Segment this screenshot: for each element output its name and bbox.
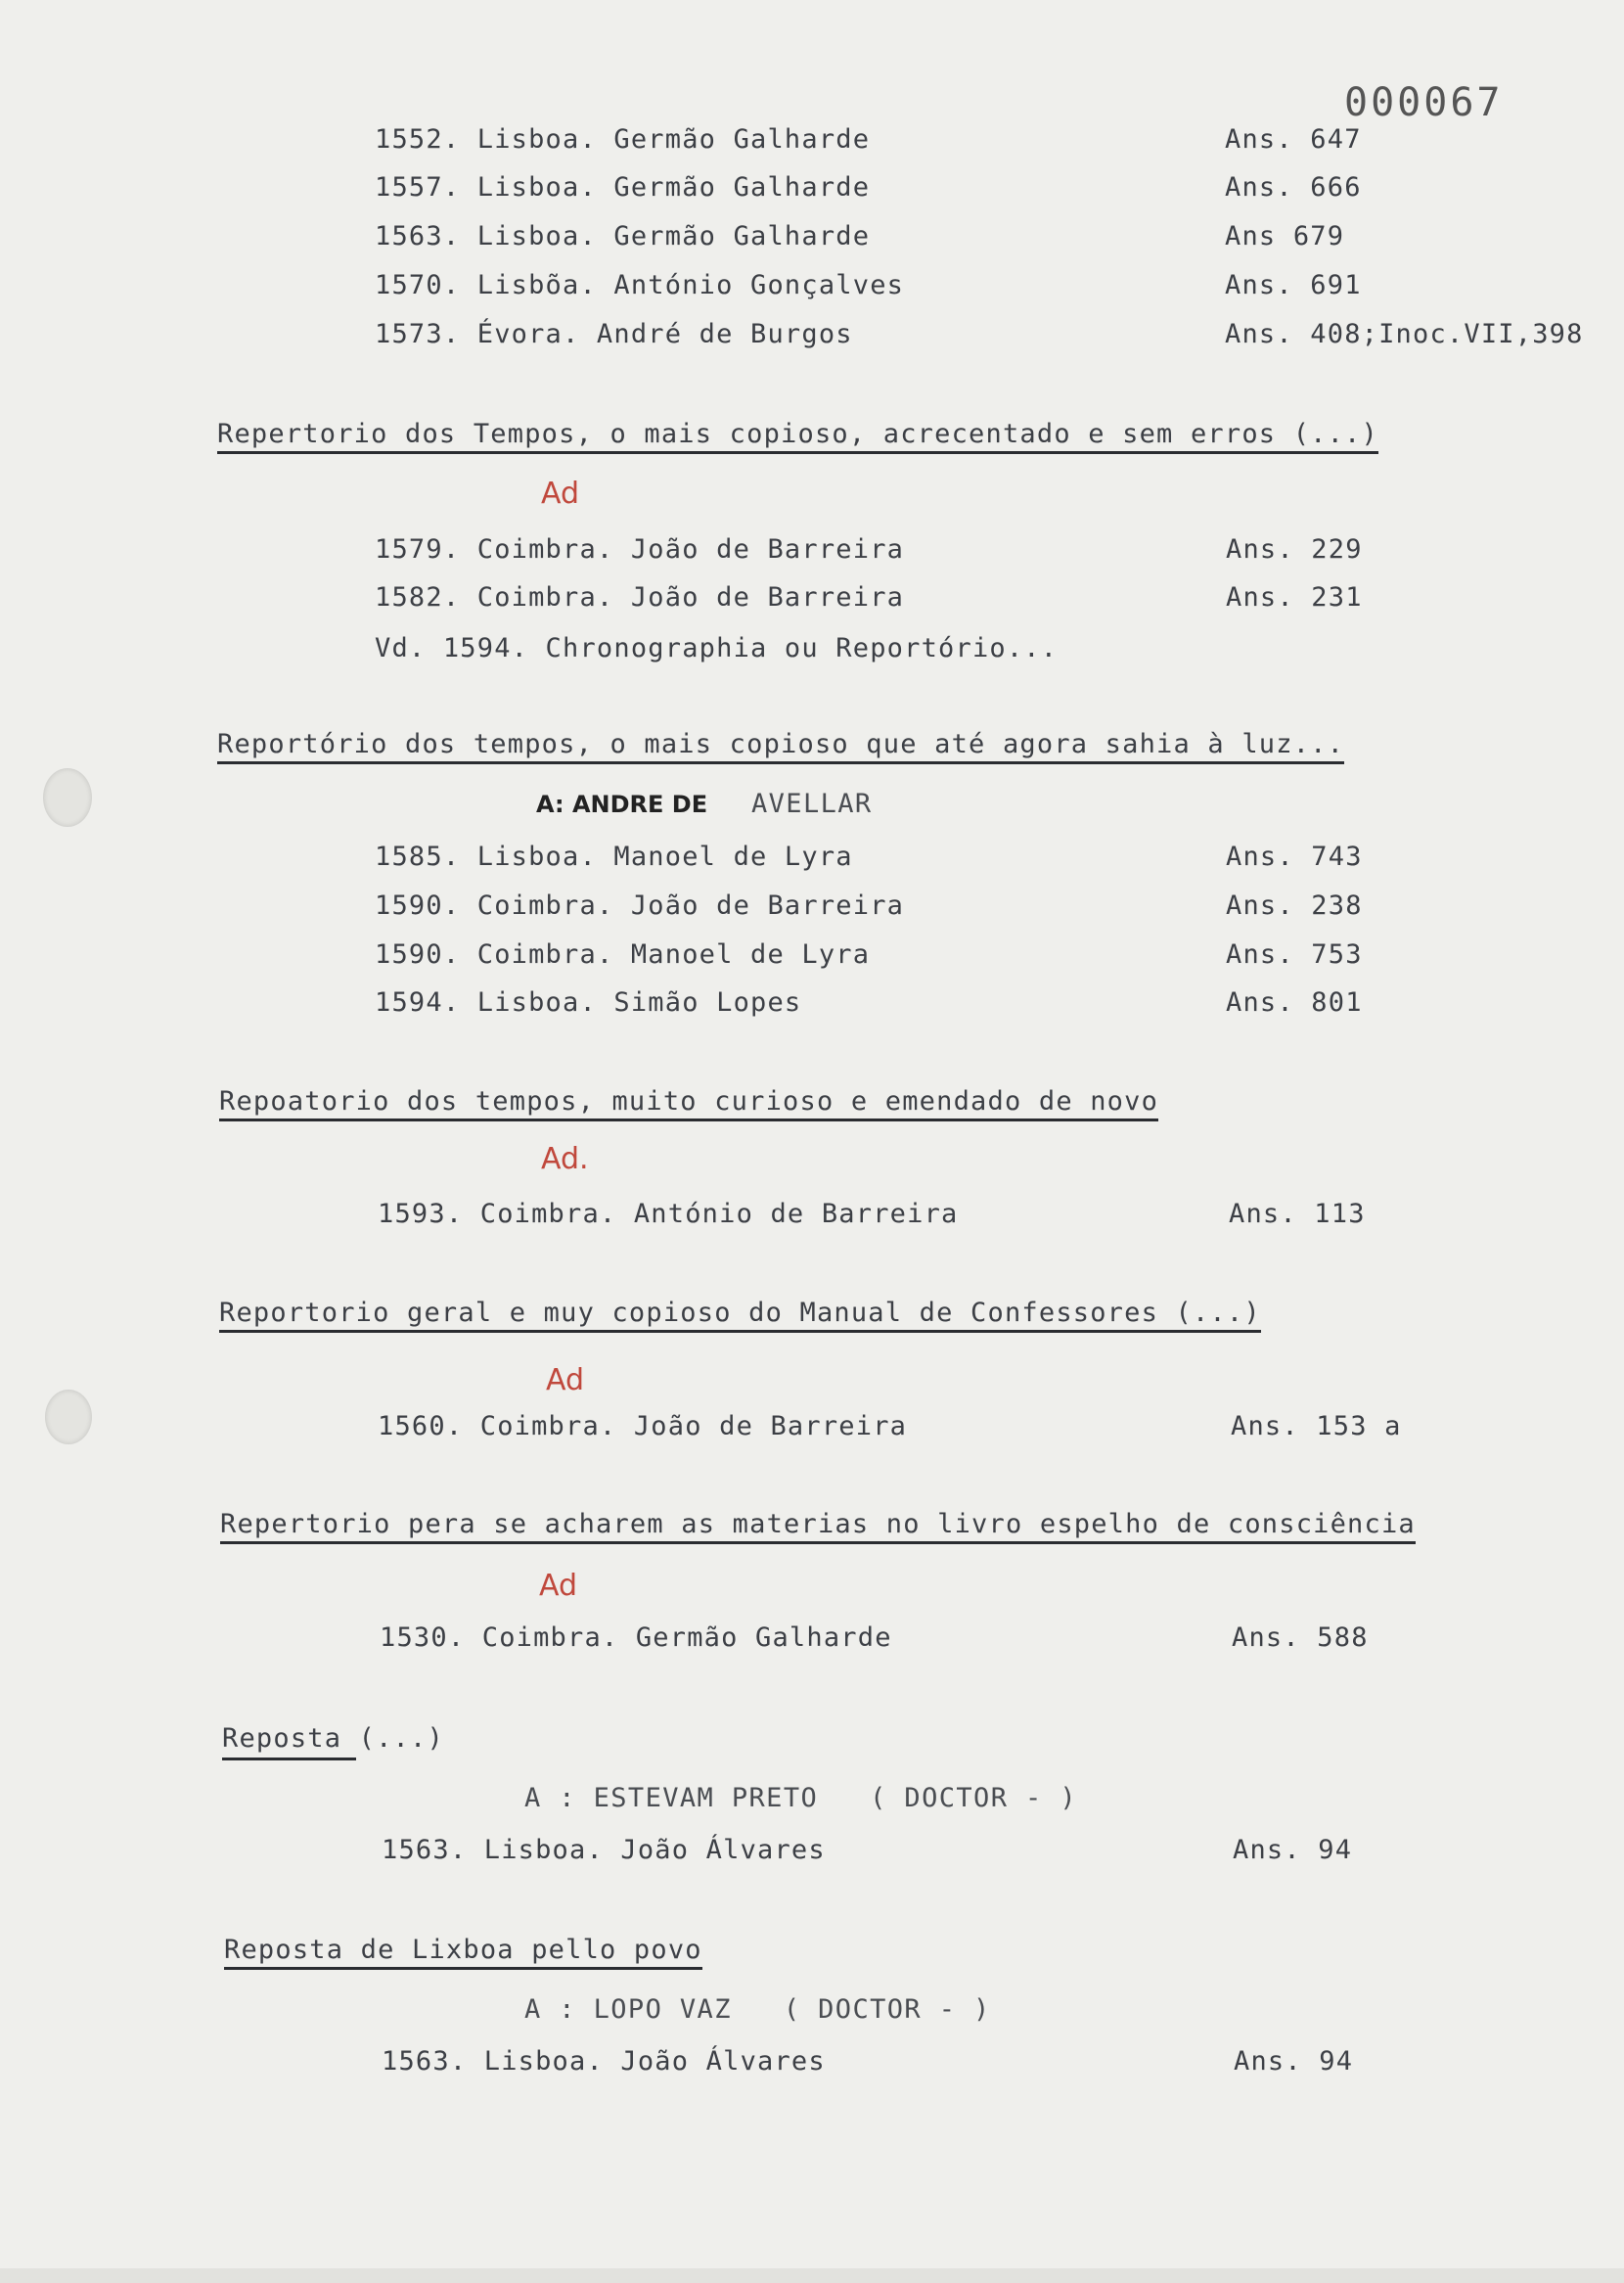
entry-reference: Ans. 753 xyxy=(1226,939,1363,970)
entry-reference: Ans. 94 xyxy=(1233,1835,1353,1865)
section-title: Repertorio dos Tempos, o mais copioso, acrecentado e sem erros (...) xyxy=(217,419,1378,449)
author-handwritten: A: ANDRE DE xyxy=(536,791,708,818)
punch-hole-mark xyxy=(43,768,92,827)
entry-line: 1563. Lisboa. Germão Galharde xyxy=(375,221,871,251)
entry-line: 1590. Coimbra. João de Barreira xyxy=(375,890,905,921)
entry-reference: Ans. 113 xyxy=(1229,1199,1366,1229)
cross-reference-note: Vd. 1594. Chronographia ou Reportório... xyxy=(375,633,1059,663)
entry-reference: Ans. 408;Inoc.VII,398 xyxy=(1225,319,1584,349)
entry-line: 1560. Coimbra. João de Barreira xyxy=(378,1411,908,1441)
handwritten-annotation: Ad xyxy=(541,477,580,511)
entry-line: 1594. Lisboa. Simão Lopes xyxy=(375,987,802,1018)
entry-line: 1563. Lisboa. João Álvares xyxy=(382,1835,826,1865)
entry-reference: Ans 679 xyxy=(1225,221,1345,251)
author-line: A : ESTEVAM PRETO ( DOCTOR - ) xyxy=(524,1783,1077,1813)
section-title: Reportorio geral e muy copioso do Manual de Confessores (...) xyxy=(219,1298,1261,1328)
entry-reference: Ans. 94 xyxy=(1234,2046,1354,2077)
entry-line: 1570. Lisbõa. António Gonçalves xyxy=(375,270,905,300)
entry-line: 1557. Lisboa. Germão Galharde xyxy=(375,172,871,203)
entry-line: 1530. Coimbra. Germão Galharde xyxy=(380,1622,892,1653)
section-title: Reposta de Lixboa pello povo xyxy=(224,1935,702,1965)
title-underline xyxy=(222,1758,356,1760)
entry-reference: Ans. 666 xyxy=(1225,172,1362,203)
entry-reference: Ans. 647 xyxy=(1225,124,1362,155)
entry-line: 1585. Lisboa. Manoel de Lyra xyxy=(375,842,853,872)
author-line: A : LOPO VAZ ( DOCTOR - ) xyxy=(524,1994,991,2025)
section-title: Reposta (...) xyxy=(222,1723,444,1754)
entry-reference: Ans. 743 xyxy=(1226,842,1363,872)
document-number: 000067 xyxy=(1344,80,1504,125)
entry-reference: Ans. 231 xyxy=(1226,582,1363,613)
entry-line: 1552. Lisboa. Germão Galharde xyxy=(375,124,871,155)
entry-line: 1593. Coimbra. António de Barreira xyxy=(378,1199,959,1229)
author-typed: AVELLAR xyxy=(751,789,873,819)
entry-line: 1579. Coimbra. João de Barreira xyxy=(375,534,905,565)
entry-reference: Ans. 588 xyxy=(1232,1622,1369,1653)
entry-reference: Ans. 238 xyxy=(1226,890,1363,921)
scan-bottom-edge xyxy=(0,2268,1624,2283)
entry-reference: Ans. 691 xyxy=(1225,270,1362,300)
section-title: Reportório dos tempos, o mais copioso que até agora sahia à luz... xyxy=(217,729,1344,759)
entry-line: 1590. Coimbra. Manoel de Lyra xyxy=(375,939,871,970)
handwritten-annotation: Ad xyxy=(539,1569,578,1603)
entry-line: 1573. Évora. André de Burgos xyxy=(375,319,853,349)
handwritten-annotation: Ad. xyxy=(541,1142,589,1176)
section-title: Repoatorio dos tempos, muito curioso e emendado de novo xyxy=(219,1086,1158,1117)
handwritten-annotation: Ad xyxy=(546,1363,585,1397)
punch-hole-mark xyxy=(45,1390,92,1444)
entry-line: 1563. Lisboa. João Álvares xyxy=(382,2046,826,2077)
entry-reference: Ans. 153 a xyxy=(1231,1411,1402,1441)
section-title: Repertorio pera se acharem as materias no livro espelho de consciência xyxy=(220,1509,1416,1539)
entry-line: 1582. Coimbra. João de Barreira xyxy=(375,582,905,613)
entry-reference: Ans. 229 xyxy=(1226,534,1363,565)
entry-reference: Ans. 801 xyxy=(1226,987,1363,1018)
